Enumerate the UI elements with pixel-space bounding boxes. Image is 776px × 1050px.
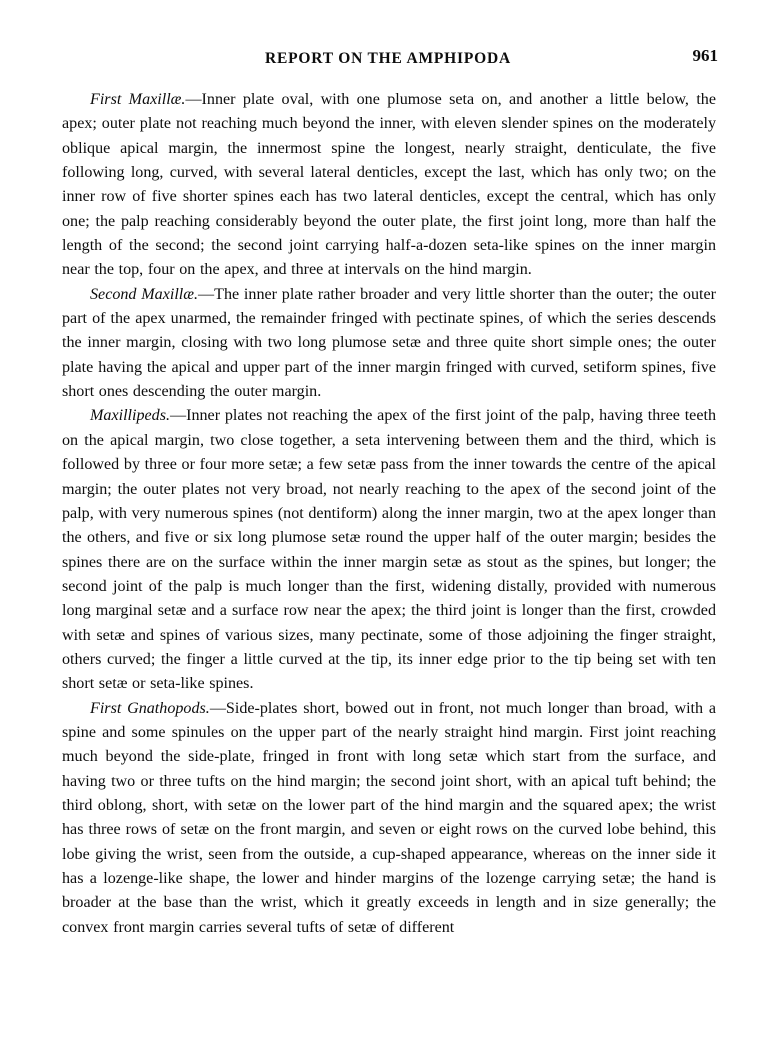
em-dash: —: [198, 285, 215, 303]
em-dash: —: [185, 91, 202, 108]
paragraph-second-maxillae: [62, 283, 716, 405]
paragraph-body: Inner plate oval, with one plumose seta on, and another a little below, the apex; outer plate not reaching much beyond the inner, with eleven slender spines on the moderately oblique apical margin, the innermost spine the longest, nearly straight, denticulate, the five following long, curved, with several lateral denticles, except the last, which has only two; on the inner row of five shorter spines each has two lateral denticles, except the central, which has only one; the palp reaching considerably beyond the outer plate, the first joint long, more than half the length of the second; the second joint carrying half-a-dozen seta-like spines on the inner margin near the top, four on the apex, and three at intervals on the hind margin.: [62, 91, 716, 279]
body-text: [62, 88, 716, 940]
runin-heading-first-gnathopods: First Gnathopods.: [90, 699, 210, 717]
paragraph-first-gnathopods: [62, 697, 716, 940]
paragraph-body: The inner plate rather broader and very little shorter than the outer; the outer part of the apex unarmed, the remainder fringed with pectinate spines, of which the series descends the inner margin, closing with two long plumose setæ and three quite short simple ones; the outer plate having the apical and upper part of the inner margin fringed with curved, setiform spines, five short ones descending the outer margin.: [62, 285, 716, 401]
runin-heading-maxillipeds: Maxillipeds.: [90, 407, 171, 425]
runin-heading-second-maxillae: Second Maxillæ.: [90, 285, 199, 303]
paragraph-first-maxillae: [62, 88, 716, 283]
paragraph-maxillipeds: [62, 404, 716, 696]
em-dash: —: [209, 699, 226, 717]
runin-heading-first-maxillae: First Maxillæ.: [90, 91, 186, 108]
paragraph-body: Inner plates not reaching the apex of the first joint of the palp, having three teeth on the apical margin, two close together, a seta intervening between them and the third, which is followed by three or four more setæ; a few setæ pass from the inner towards the centre of the apical margin; the outer plates not very broad, not nearly reaching to the apex of the second joint of the palp, with very numerous spines (not dentiform) along the inner margin, two at the apex longer than the others, and five or six long plumose setæ round the upper half of the outer margin; besides the spines there are on the surface within the inner margin setæ as stout as the spines, but longer; the second joint of the palp is much longer than the first, widening distally, provided with numerous long marginal setæ and a surface row near the apex; the third joint is longer than the first, crowded with setæ and spines of various sizes, many pectinate, some of those adjoining the finger straight, others curved; the finger a little curved at the tip, its inner edge prior to the tip being set with ten short setæ or seta-like spines.: [62, 407, 716, 693]
running-head: REPORT ON THE AMPHIPODA: [265, 50, 511, 67]
em-dash: —: [170, 407, 187, 425]
page-number: 961: [692, 46, 718, 65]
paragraph-body: Side-plates short, bowed out in front, not much longer than broad, with a spine and some spinules on the upper part of the nearly straight hind margin. First joint reaching much beyond the side-plate, fringed in front with long setæ which start from the surface, and having two or three tufts on the hind margin; the second joint short, with an apical tuft behind; the third oblong, short, with setæ on the lower part of the hind margin and the squared apex; the wrist has three rows of setæ on the front margin, and seven or eight rows on the curved lobe behind, this lobe giving the wrist, seen from the outside, a cup-shaped appearance, whereas on the inner side it has a lozenge-like shape, the lower and hinder margins of the lozenge carrying setæ; the hand is broader at the base than the wrist, which it greatly exceeds in length and in size generally; the convex front margin carries several tufts of setæ of different: [62, 699, 716, 936]
